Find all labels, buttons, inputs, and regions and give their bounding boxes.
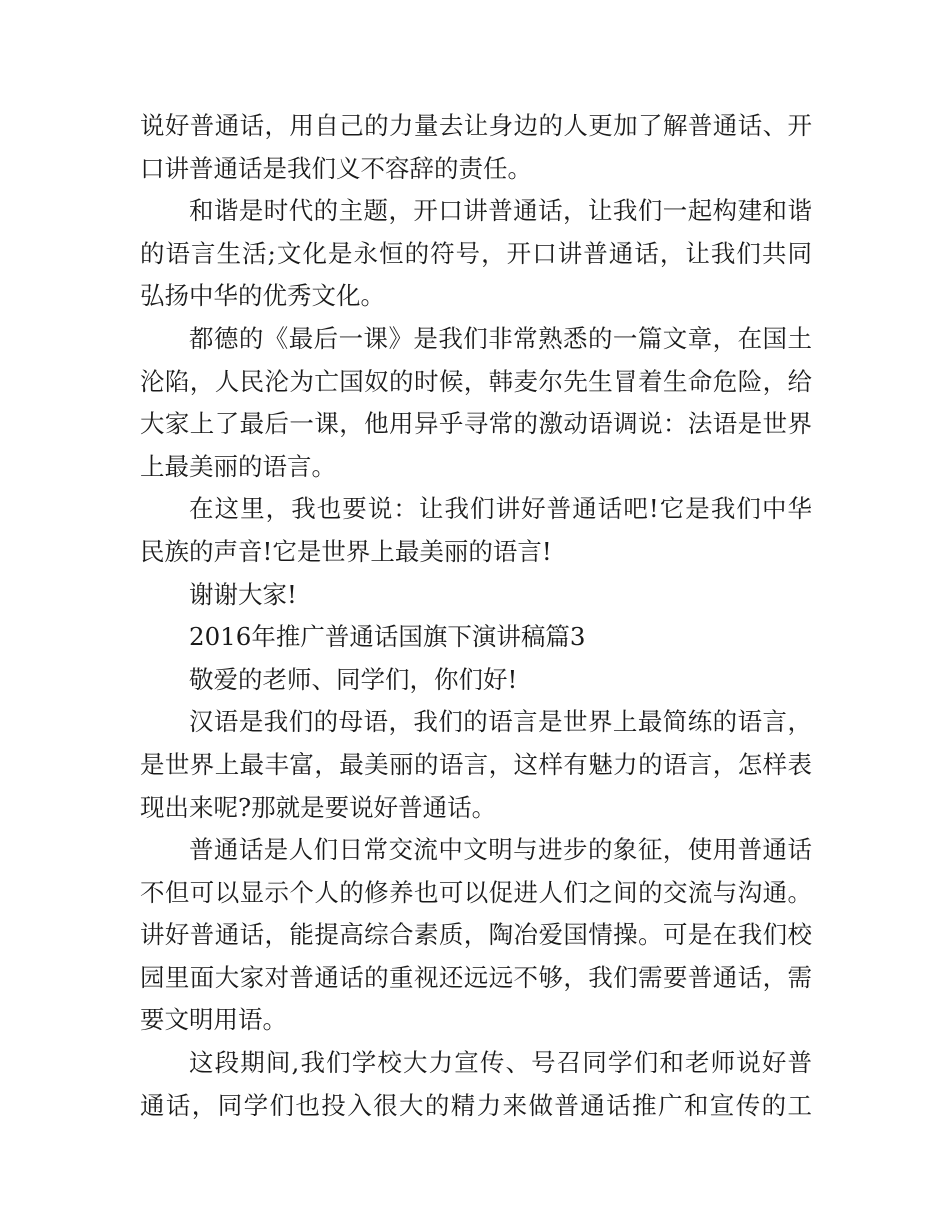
paragraph-start-line: 都德的《最后一课》是我们非常熟悉的一篇文章，在国土 [189, 323, 812, 353]
paragraph-start-line: 汉语是我们的母语，我们的语言是世界上最简练的语言， [189, 707, 812, 737]
text-line: 说好普通话，用自己的力量去让身边的人更加了解普通话、开 [140, 111, 812, 140]
text-line: 现出来呢?那就是要说好普通话。 [140, 792, 497, 822]
text-line: 弘扬中华的优秀文化。 [140, 281, 385, 311]
text-line: 不但可以显示个人的修养也可以促进人们之间的交流与沟通。 [140, 877, 812, 907]
text-line: 通话，同学们也投入很大的精力来做普通话推广和宣传的工 [140, 1090, 812, 1120]
text-line: 口讲普通话是我们义不容辞的责任。 [140, 153, 532, 183]
text-line: 要文明用语。 [140, 1005, 287, 1035]
text-line: 讲好普通话，能提高综合素质，陶冶爱国情操。可是在我们校 [140, 920, 812, 950]
text-line: 的语言生活;文化是永恒的符号，开口讲普通话，让我们共同 [140, 238, 812, 268]
paragraph-start-line: 这段期间,我们学校大力宣传、号召同学们和老师说好普 [189, 1048, 812, 1078]
text-line: 园里面大家对普通话的重视还远远不够，我们需要普通话，需 [140, 962, 812, 992]
paragraph-start-line: 和谐是时代的主题，开口讲普通话，让我们一起构建和谐 [189, 196, 812, 226]
paragraph-start-line: 在这里，我也要说：让我们讲好普通话吧!它是我们中华 [189, 494, 812, 524]
text-line: 是世界上最丰富，最美丽的语言，这样有魅力的语言，怎样表 [140, 749, 812, 779]
text-line: 上最美丽的语言。 [140, 451, 336, 481]
body-text [140, 105, 812, 1127]
paragraph-start-line: 谢谢大家! [189, 579, 297, 609]
greeting-line: 敬爱的老师、同学们，你们好! [189, 664, 518, 694]
section-heading: 2016年推广普通话国旗下演讲稿篇3 [189, 622, 586, 652]
text-line: 沦陷，人民沦为亡国奴的时候，韩麦尔先生冒着生命危险，给 [140, 366, 812, 396]
text-line: 民族的声音!它是世界上最美丽的语言! [140, 536, 552, 566]
paragraph-start-line: 普通话是人们日常交流中文明与进步的象征，使用普通话 [189, 835, 812, 865]
text-line: 大家上了最后一课，他用异乎寻常的激动语调说：法语是世界 [140, 409, 812, 439]
